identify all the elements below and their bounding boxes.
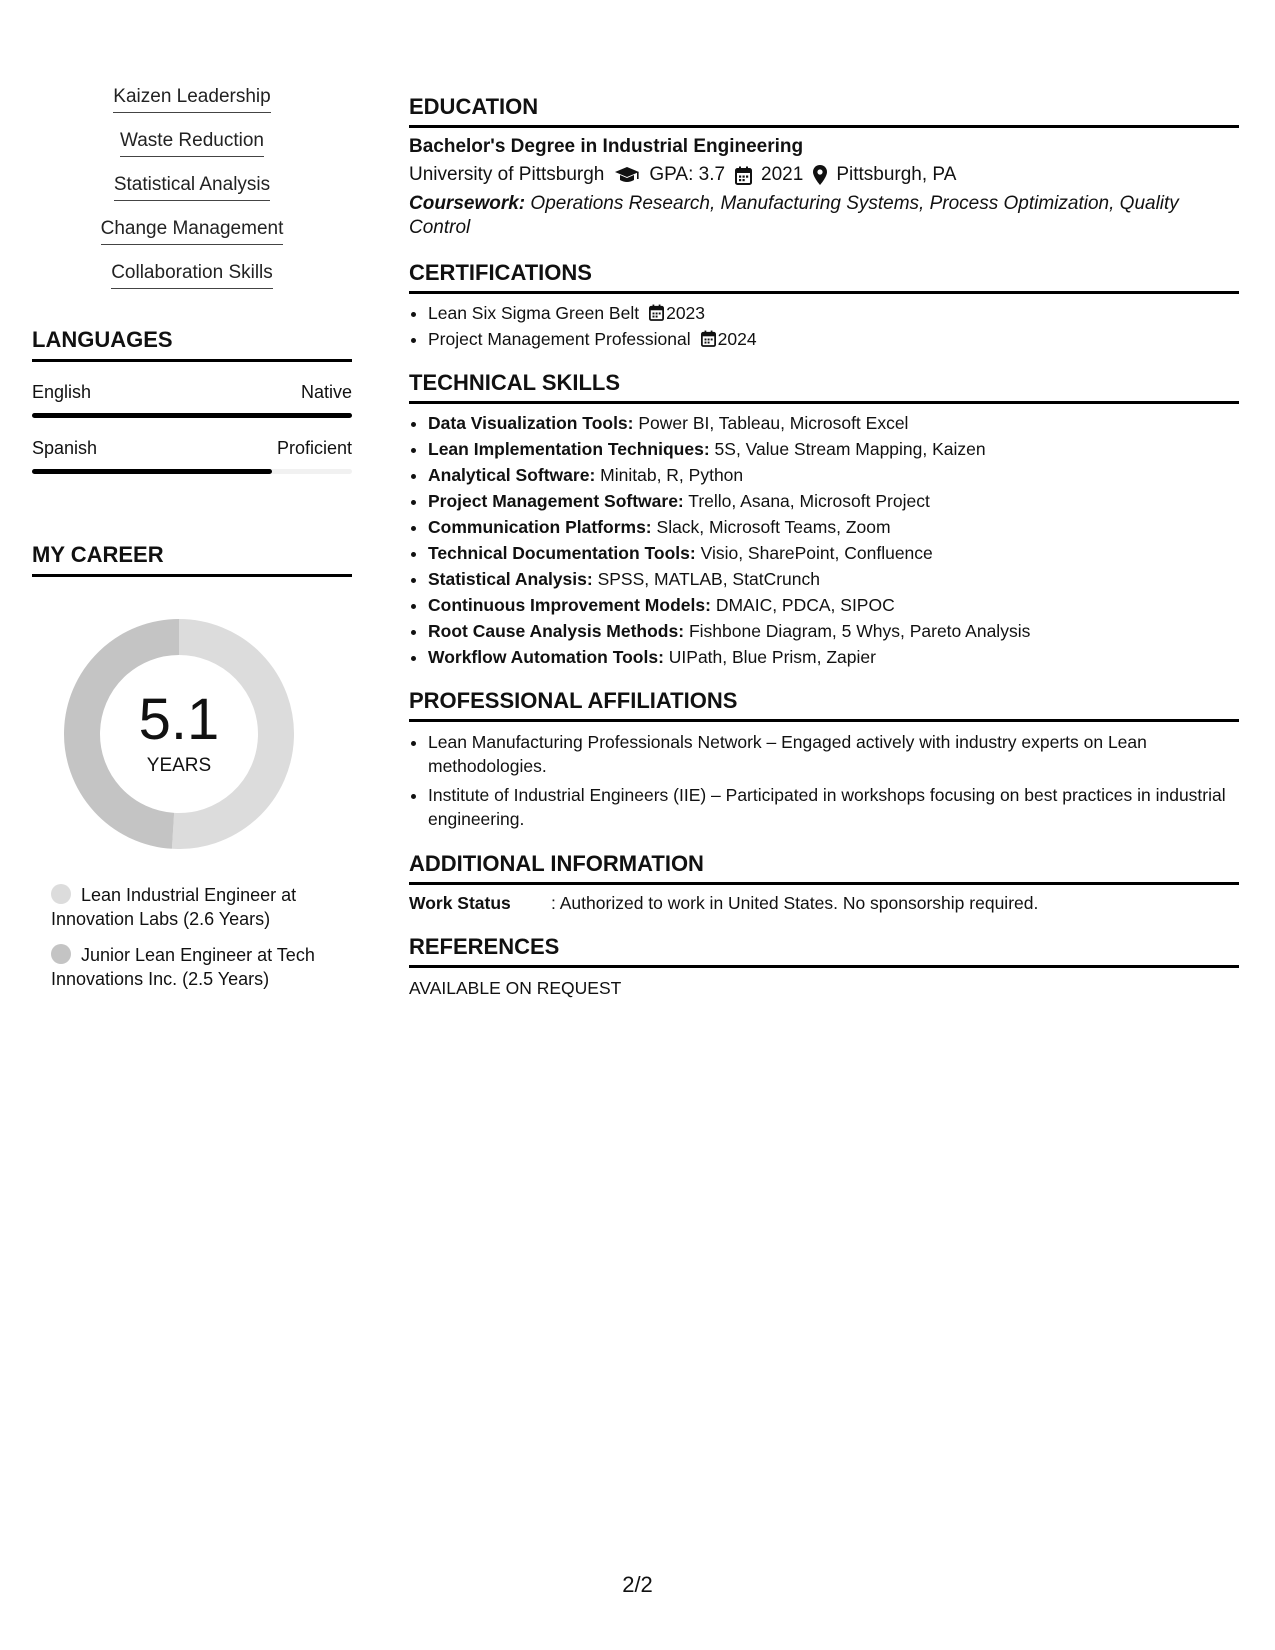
skill-item — [428, 490, 1239, 512]
affiliation-item: • Institute of Industrial Engineers (IIE) – Participated in workshops focusing on best practices in industrial engineering. — [428, 783, 1239, 831]
career-legend — [51, 883, 352, 991]
skill-item — [428, 438, 1239, 460]
skill-category: Data Visualization Tools: — [428, 413, 634, 433]
language-level: Proficient — [276, 438, 352, 458]
skill-values: Visio, SharePoint, Confluence — [700, 543, 933, 563]
degree-title: Bachelor's Degree in Industrial Engineering — [409, 136, 804, 157]
skill-category: Communication Platforms: — [428, 517, 652, 537]
skill-item — [428, 594, 1239, 616]
certifications-heading: CERTIFICATIONS — [409, 260, 1239, 294]
languages-section — [32, 327, 352, 474]
work-status-value: : Authorized to work in United States. No sponsorship required. — [551, 893, 1039, 913]
calendar-icon — [735, 166, 752, 185]
education-section — [409, 94, 1239, 240]
skill-values: DMAIC, PDCA, SIPOC — [715, 595, 895, 615]
language-level-fill — [32, 469, 272, 474]
career-total-unit: YEARS — [146, 755, 212, 776]
work-status-row — [409, 893, 1239, 914]
skill-category: Statistical Analysis: — [428, 569, 593, 589]
skill-category: Workflow Automation Tools: — [428, 647, 664, 667]
graduation-cap-icon — [614, 166, 640, 184]
technical-skills-heading: TECHNICAL SKILLS — [409, 370, 1239, 404]
skill-values: Power BI, Tableau, Microsoft Excel — [638, 413, 909, 433]
calendar-icon — [701, 330, 716, 347]
skill-item — [428, 516, 1239, 538]
career-donut-chart — [64, 619, 294, 849]
calendar-icon — [649, 304, 664, 321]
affiliation-item: • Lean Manufacturing Professionals Network – Engaged actively with industry experts on Lean methodologies. — [428, 730, 1239, 778]
certification-item — [428, 302, 1239, 324]
skill-item — [428, 412, 1239, 434]
certification-year: 2024 — [717, 329, 757, 349]
skill-category: Continuous Improvement Models: — [428, 595, 711, 615]
legend-item — [51, 943, 352, 991]
skill-item — [428, 464, 1239, 486]
legend-dot — [51, 884, 71, 904]
languages-heading: LANGUAGES — [32, 327, 352, 362]
affiliations-list — [409, 730, 1239, 831]
skill-values: UIPath, Blue Prism, Zapier — [668, 647, 876, 667]
skill-category: Lean Implementation Techniques: — [428, 439, 710, 459]
certification-name: Lean Six Sigma Green Belt — [428, 303, 640, 323]
skill-tag: Statistical Analysis — [114, 174, 270, 201]
skill-category: Technical Documentation Tools: — [428, 543, 696, 563]
career-total-value: 5.1 — [138, 687, 220, 752]
references-text: AVAILABLE ON REQUEST — [409, 978, 622, 998]
language-level-bar — [32, 413, 352, 418]
graduation-year: 2021 — [761, 164, 804, 185]
skill-values: 5S, Value Stream Mapping, Kaizen — [714, 439, 986, 459]
certifications-list — [409, 302, 1239, 350]
skill-tag-list — [32, 86, 352, 289]
donut-center — [64, 619, 294, 849]
skill-item — [428, 568, 1239, 590]
legend-item — [51, 883, 352, 931]
skill-values: SPSS, MATLAB, StatCrunch — [597, 569, 820, 589]
education-meta — [409, 164, 1239, 186]
skill-item — [428, 646, 1239, 668]
main-column — [409, 94, 1239, 1019]
certifications-section — [409, 260, 1239, 350]
affiliations-heading: PROFESSIONAL AFFILIATIONS — [409, 688, 1239, 722]
technical-skills-section — [409, 370, 1239, 668]
work-status-label: Work Status — [409, 893, 511, 913]
certification-item — [428, 328, 1239, 350]
page-number: 2/2 — [622, 1572, 653, 1597]
certification-year: 2023 — [666, 303, 706, 323]
references-heading: REFERENCES — [409, 934, 1239, 968]
language-name: English — [32, 382, 92, 402]
certification-name: Project Management Professional — [428, 329, 691, 349]
skill-category: Analytical Software: — [428, 465, 596, 485]
skill-tag: Kaizen Leadership — [113, 86, 270, 113]
skill-values: Trello, Asana, Microsoft Project — [688, 491, 930, 511]
skill-item — [428, 620, 1239, 642]
additional-info-heading: ADDITIONAL INFORMATION — [409, 851, 1239, 885]
coursework-list: Operations Research, Manufacturing Systems, Process Optimization, Quality Control — [409, 193, 1179, 238]
language-item — [32, 382, 352, 418]
coursework — [409, 192, 1239, 240]
legend-label: Junior Lean Engineer at Tech Innovations Inc. (2.5 Years) — [51, 945, 315, 989]
skill-tag: Waste Reduction — [120, 130, 264, 157]
sidebar — [32, 86, 352, 1003]
affiliations-section — [409, 688, 1239, 831]
skill-category: Root Cause Analysis Methods: — [428, 621, 685, 641]
skill-values: Minitab, R, Python — [600, 465, 744, 485]
career-heading: MY CAREER — [32, 542, 352, 577]
legend-dot — [51, 944, 71, 964]
skill-item — [428, 542, 1239, 564]
education-location: Pittsburgh, PA — [836, 164, 957, 185]
education-heading: EDUCATION — [409, 94, 1239, 128]
references-section — [409, 934, 1239, 999]
technical-skills-list — [409, 412, 1239, 668]
language-level-bar — [32, 469, 352, 474]
skill-values: Slack, Microsoft Teams, Zoom — [656, 517, 891, 537]
gpa: GPA: 3.7 — [649, 164, 726, 185]
location-pin-icon — [813, 165, 827, 185]
additional-info-section — [409, 851, 1239, 914]
career-section — [32, 542, 352, 991]
skill-values: Fishbone Diagram, 5 Whys, Pareto Analysis — [688, 621, 1031, 641]
language-level-fill — [32, 413, 352, 418]
skill-category: Project Management Software: — [428, 491, 684, 511]
language-item — [32, 438, 352, 474]
skill-tag: Change Management — [101, 218, 284, 245]
legend-label: Lean Industrial Engineer at Innovation Labs (2.6 Years) — [51, 885, 297, 929]
skill-tag: Collaboration Skills — [111, 262, 273, 289]
university-name: University of Pittsburgh — [409, 164, 605, 185]
language-level: Native — [300, 382, 352, 402]
coursework-label: Coursework: — [409, 193, 526, 214]
language-name: Spanish — [32, 438, 98, 458]
